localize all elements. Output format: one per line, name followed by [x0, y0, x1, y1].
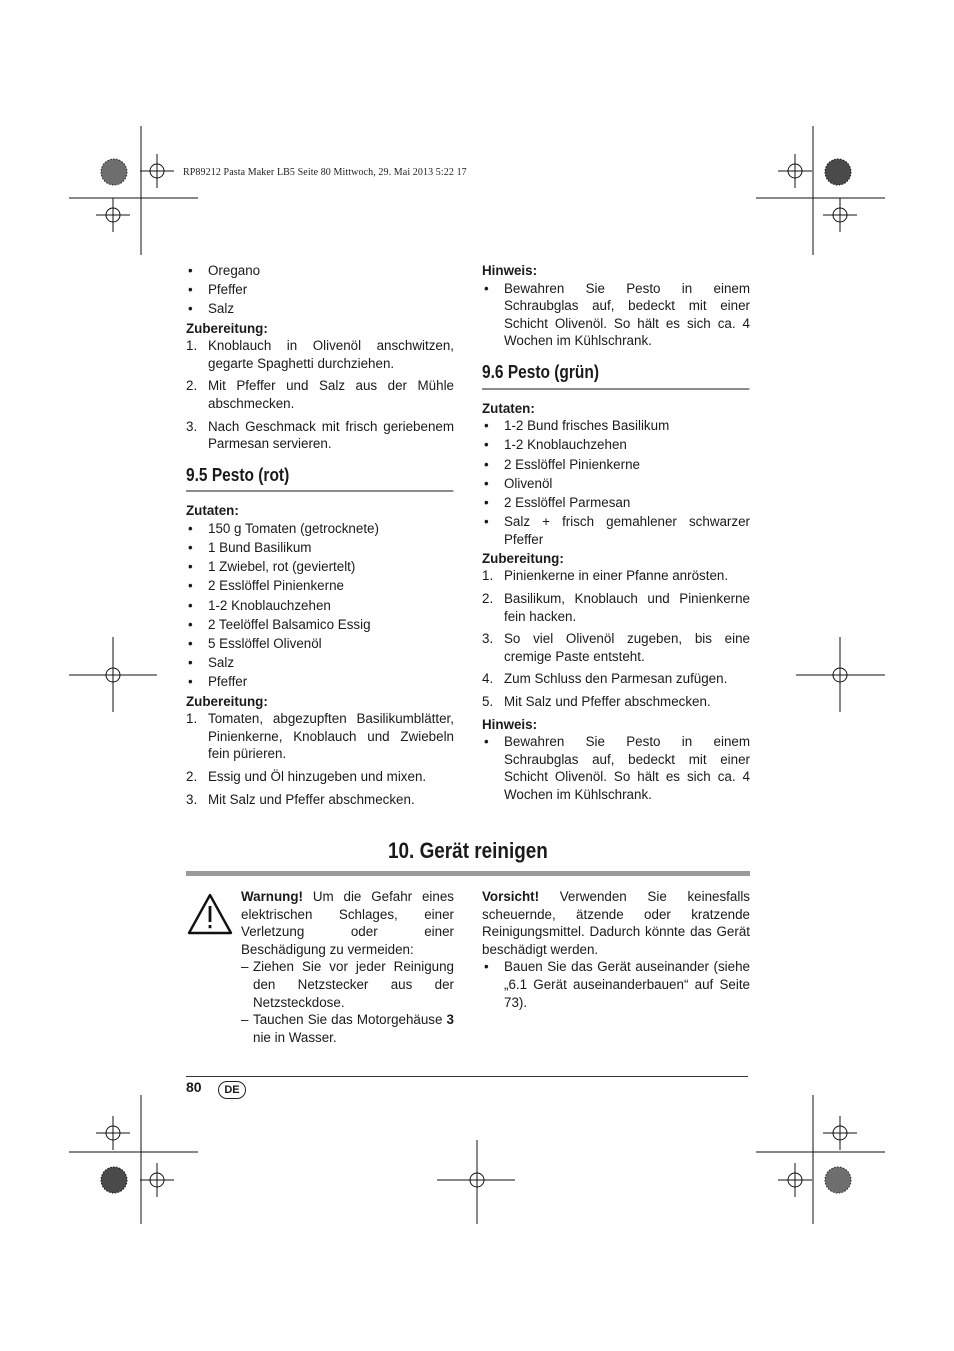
list-item — [186, 791, 454, 809]
list-item — [186, 768, 454, 786]
prep-label: Zubereitung: — [482, 550, 564, 566]
list-item: • Bewahren Sie Pesto in einem Schraubglas auf, bedeckt mit einer Schicht Olivenöl. So hält es sich ca. 4 Wochen im Kühlschrank. — [482, 280, 750, 350]
list-item: • 1-2 Knoblauchzehen — [482, 436, 750, 454]
list-item: • Bauen Sie das Gerät auseinander (siehe „6.1 Gerät auseinanderbauen“ auf Seite 73). — [482, 958, 750, 1011]
language-badge: DE — [218, 1081, 246, 1099]
list-item: • Pfeffer — [186, 281, 454, 299]
step-text: Nach Geschmack mit frisch geriebenem Parmesan servieren. — [208, 418, 454, 452]
step-number: 3. — [186, 418, 198, 434]
step-number: 1. — [482, 568, 494, 584]
section-heading-wrap — [186, 464, 454, 493]
footer-rule — [186, 1076, 748, 1077]
list-item — [482, 590, 750, 625]
step-number: 4. — [482, 671, 494, 687]
caution-body: Verwenden Sie keinesfalls scheuernde, ätzende oder kratzende Reinigungsmittel. Dadurch könnte das Gerät beschädigt werden. — [482, 889, 750, 957]
warning-text — [241, 888, 454, 1046]
part-reference: 3 — [446, 1012, 454, 1028]
step-text: Basilikum, Knoblauch und Pinienkerne fein hacken. — [504, 591, 750, 624]
section-title-pesto-rot: 9.5 Pesto (rot) — [186, 467, 453, 493]
step-text: Essig und Öl hinzugeben und mixen. — [208, 768, 427, 784]
list-item: • 2 Esslöffel Pinienkerne — [482, 456, 750, 474]
step-number: 2. — [186, 768, 198, 784]
warning-triangle-icon — [186, 892, 234, 936]
prep-step-list — [186, 337, 454, 453]
prep-step-list — [186, 710, 454, 808]
list-item: • 2 Esslöffel Pinienkerne — [186, 577, 454, 595]
caution-box — [482, 888, 750, 1013]
hint-list — [482, 733, 750, 803]
list-item: • Salz — [186, 300, 454, 318]
warning-label: Warnung! — [241, 889, 303, 904]
prep-label: Zubereitung: — [186, 320, 268, 336]
list-item — [186, 710, 454, 763]
page-number: 80 — [186, 1079, 202, 1095]
list-item: • Pfeffer — [186, 673, 454, 691]
list-item — [482, 630, 750, 665]
step-number: 3. — [482, 631, 494, 647]
step-number: 3. — [186, 791, 198, 807]
list-item — [186, 337, 454, 372]
ingredient-list — [482, 417, 750, 548]
step-text: Mit Pfeffer und Salz aus der Mühle abschmecken. — [208, 378, 454, 411]
list-item: • 150 g Tomaten (getrocknete) — [186, 520, 454, 538]
step-text: Tomaten, abgezupften Basilikumblätter, Pinienkerne, Knoblauch und Zwiebeln fein pürieren. — [208, 711, 454, 762]
warning-dash-item: – Ziehen Sie vor jeder Reinigung den Netzstecker aus der Netzsteckdose. — [241, 958, 454, 1011]
prep-step-list — [482, 567, 750, 710]
step-number: 1. — [186, 338, 198, 354]
warning-body: Um die Gefahr eines elektrischen Schlages, einer Verletzung oder einer Beschädigung zu vermeiden: — [241, 889, 454, 957]
step-number: 2. — [482, 591, 494, 607]
step-text: Zum Schluss den Parmesan zufügen. — [504, 671, 728, 687]
dash-text: nie in Wasser. — [253, 1029, 337, 1045]
warning-paragraph — [241, 888, 454, 958]
warning-box — [186, 888, 454, 1046]
right-column — [482, 262, 750, 805]
prep-label: Zubereitung: — [186, 693, 268, 709]
section-heading-wrap — [482, 361, 750, 390]
list-item — [482, 670, 750, 688]
list-item — [186, 377, 454, 412]
list-item: • Olivenöl — [482, 475, 750, 493]
ingredient-list — [186, 520, 454, 691]
step-number: 1. — [186, 711, 198, 727]
caution-label: Vorsicht! — [482, 889, 540, 904]
list-item — [186, 418, 454, 453]
list-item: • 1-2 Bund frisches Basilikum — [482, 417, 750, 435]
list-item: • 2 Teelöffel Balsamico Essig — [186, 616, 454, 634]
left-column — [186, 262, 454, 813]
list-item: • Oregano — [186, 262, 454, 280]
print-header: RP89212 Pasta Maker LB5 Seite 80 Mittwoch, 29. Mai 2013 5:22 17 — [183, 167, 467, 178]
step-text: Mit Salz und Pfeffer abschmecken. — [504, 694, 711, 710]
hint-label: Hinweis: — [482, 716, 538, 732]
step-number: 2. — [186, 378, 198, 394]
main-section-title-text: 10. Gerät reinigen — [388, 838, 548, 863]
main-section-rule — [186, 871, 750, 876]
step-text: So viel Olivenöl zugeben, bis eine cremige Paste entsteht. — [504, 631, 750, 664]
ingredients-label: Zutaten: — [186, 503, 239, 519]
dash-text: Tauchen Sie das Motorgehäuse — [253, 1012, 447, 1028]
caution-list — [482, 958, 750, 1011]
step-number: 5. — [482, 694, 494, 710]
list-item: • Salz — [186, 654, 454, 672]
list-item: • 1-2 Knoblauchzehen — [186, 597, 454, 615]
intro-ingredient-list — [186, 262, 454, 318]
main-section-title — [186, 838, 750, 864]
list-item: • 1 Zwiebel, rot (geviertelt) — [186, 558, 454, 576]
step-text: Knoblauch in Olivenöl anschwitzen, gegarte Spaghetti durchziehen. — [208, 338, 454, 371]
section-title-pesto-gruen: 9.6 Pesto (grün) — [482, 364, 749, 390]
list-item: • Salz + frisch gemahlener schwarzer Pfeffer — [482, 513, 750, 548]
list-item: • 5 Esslöffel Olivenöl — [186, 635, 454, 653]
step-text: Mit Salz und Pfeffer abschmecken. — [208, 791, 415, 807]
list-item — [482, 693, 750, 711]
list-item — [482, 567, 750, 585]
hint-list — [482, 280, 750, 350]
list-item: • 1 Bund Basilikum — [186, 539, 454, 557]
ingredients-label: Zutaten: — [482, 400, 535, 416]
step-text: Pinienkerne in einer Pfanne anrösten. — [504, 568, 729, 584]
list-item: • Bewahren Sie Pesto in einem Schraubglas auf, bedeckt mit einer Schicht Olivenöl. So hält es sich ca. 4 Wochen im Kühlschrank. — [482, 733, 750, 803]
caution-paragraph — [482, 888, 750, 958]
list-item: • 2 Esslöffel Parmesan — [482, 494, 750, 512]
warning-dash-item — [241, 1011, 454, 1046]
hint-label: Hinweis: — [482, 263, 538, 278]
